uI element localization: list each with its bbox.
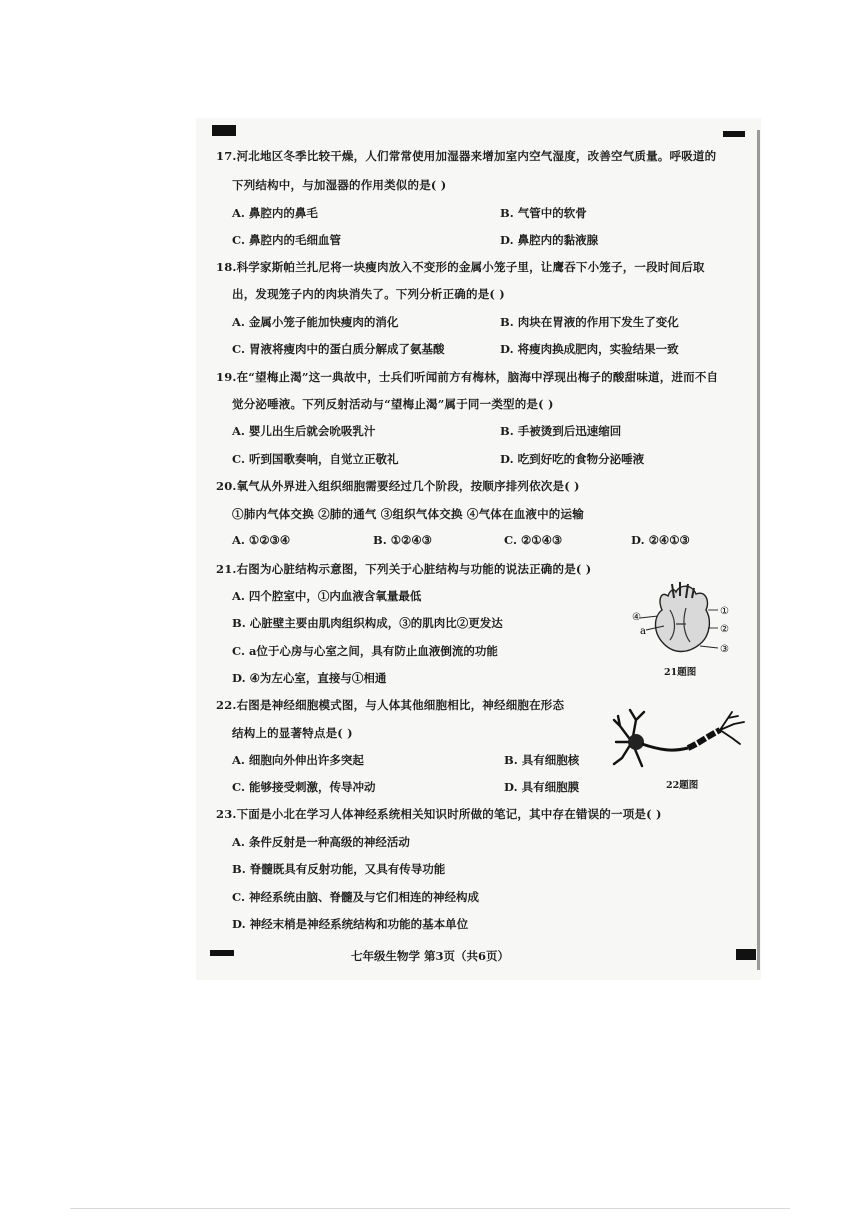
question-20-option-d: D. ②④①③ (631, 533, 690, 547)
question-17-option-a: A. 鼻腔内的鼻毛 (232, 206, 318, 220)
heart-label-3: ③ (720, 644, 729, 655)
question-22-option-c: C. 能够接受刺激，传导冲动 (232, 780, 376, 794)
question-20-items: ①肺内气体交换 ②肺的通气 ③组织气体交换 ④气体在血液中的运输 (232, 507, 584, 521)
bottom-divider (70, 1208, 790, 1209)
question-19-option-c: C. 听到国歌奏响，自觉立正敬礼 (232, 452, 399, 466)
question-20-option-b: B. ①②④③ (373, 533, 432, 547)
question-22-line-2: 结构上的显著特点是( ) (232, 726, 353, 740)
neuron-diagram (612, 706, 752, 772)
figure-21-caption: 21题图 (664, 667, 697, 678)
question-18-option-b: B. 肉块在胃液的作用下发生了变化 (500, 315, 679, 329)
heart-diagram (630, 580, 742, 660)
question-20-option-c: C. ②①④③ (504, 533, 563, 547)
question-19-option-d: D. 吃到好吃的食物分泌唾液 (500, 452, 645, 466)
question-17-line-2: 下列结构中，与加湿器的作用类似的是( ) (232, 178, 447, 192)
question-22-line-1: 22.右图是神经细胞模式图，与人体其他细胞相比，神经细胞在形态 (216, 698, 565, 712)
question-17-option-b: B. 气管中的软骨 (500, 206, 587, 220)
question-17-option-d: D. 鼻腔内的黏液腺 (500, 233, 599, 247)
question-20-option-a: A. ①②③④ (232, 533, 291, 547)
question-18-option-d: D. 将瘦肉换成肥肉，实验结果一致 (500, 342, 679, 356)
page-footer: 七年级生物学 第3页（共6页） (350, 949, 509, 963)
question-23-option-a: A. 条件反射是一种高级的神经活动 (232, 835, 410, 849)
question-23-option-c: C. 神经系统由脑、脊髓及与它们相连的神经构成 (232, 890, 479, 904)
registration-mark-top-left (212, 125, 236, 136)
question-22-option-b: B. 具有细胞核 (504, 753, 580, 767)
figure-22-caption: 22题图 (666, 780, 699, 791)
question-18-line-1: 18.科学家斯帕兰扎尼将一块瘦肉放入不变形的金属小笼子里，让鹰吞下小笼子，一段时间后取 (216, 260, 705, 274)
question-21-option-d: D. ④为左心室，直接与①相通 (232, 671, 387, 685)
question-20-line-1: 20.氧气从外界进入组织细胞需要经过几个阶段，按顺序排列依次是( ) (216, 479, 580, 493)
heart-label-2: ② (720, 624, 729, 635)
question-21-option-c: C. a位于心房与心室之间，具有防止血液倒流的功能 (232, 644, 498, 658)
question-18-option-a: A. 金属小笼子能加快瘦肉的消化 (232, 315, 399, 329)
question-23-option-d: D. 神经末梢是神经系统结构和功能的基本单位 (232, 917, 469, 931)
question-22-option-d: D. 具有细胞膜 (504, 780, 580, 794)
heart-label-a: a (640, 626, 646, 637)
paper-edge (757, 130, 760, 970)
question-21-line-1: 21.右图为心脏结构示意图，下列关于心脏结构与功能的说法正确的是( ) (216, 562, 592, 576)
question-23-line-1: 23.下面是小北在学习人体神经系统相关知识时所做的笔记，其中存在错误的一项是( ) (216, 807, 662, 821)
question-17-line-1: 17.河北地区冬季比较干燥，人们常常使用加湿器来增加室内空气湿度，改善空气质量。呼吸道的 (216, 149, 717, 163)
question-18-line-2: 出，发现笼子内的肉块消失了。下列分析正确的是( ) (232, 287, 505, 301)
question-19-line-2: 觉分泌唾液。下列反射活动与“望梅止渴”属于同一类型的是( ) (232, 397, 554, 411)
registration-mark-top-right (723, 131, 745, 137)
heart-label-4: ④ (632, 612, 641, 623)
question-17-option-c: C. 鼻腔内的毛细血管 (232, 233, 341, 247)
question-21-option-a: A. 四个腔室中，①内血液含氧量最低 (232, 589, 422, 603)
question-18-option-c: C. 胃液将瘦肉中的蛋白质分解成了氨基酸 (232, 342, 445, 356)
question-22-option-a: A. 细胞向外伸出许多突起 (232, 753, 364, 767)
question-19-option-a: A. 婴儿出生后就会吮吸乳汁 (232, 424, 376, 438)
question-19-line-1: 19.在“望梅止渴”这一典故中，士兵们听闻前方有梅林，脑海中浮现出梅子的酸甜味道，进而不自 (216, 370, 719, 384)
question-23-option-b: B. 脊髓既具有反射功能，又具有传导功能 (232, 862, 446, 876)
question-19-option-b: B. 手被烫到后迅速缩回 (500, 424, 622, 438)
question-21-option-b: B. 心脏壁主要由肌肉组织构成，③的肌肉比②更发达 (232, 616, 503, 630)
heart-label-1: ① (720, 606, 729, 617)
